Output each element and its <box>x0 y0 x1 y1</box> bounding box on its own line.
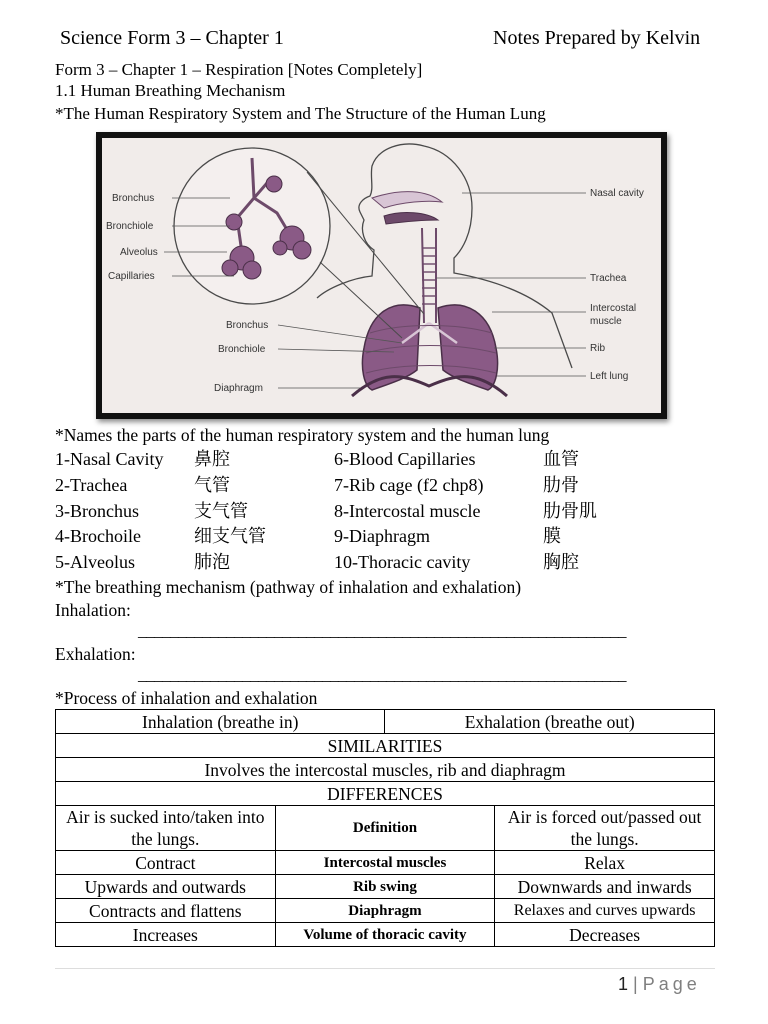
label-left-lung: Left lung <box>590 371 629 382</box>
footer-divider <box>55 968 715 969</box>
label-bronchus-inset: Bronchus <box>112 193 155 204</box>
exhale-cell: Relax <box>495 851 715 875</box>
table-row <box>56 806 715 851</box>
label-bronchiole: Bronchiole <box>218 344 266 355</box>
trachea-rings <box>422 248 436 304</box>
similarity-text: Involves the intercostal muscles, rib and diaphragm <box>56 758 715 782</box>
label-intercostal: Intercostal <box>590 303 637 314</box>
label-trachea: Trachea <box>590 273 627 284</box>
inhalation-label: Inhalation: <box>55 600 131 620</box>
exhale-cell: Downwards and inwards <box>495 875 715 899</box>
figure-heading: *The Human Respiratory System and The Structure of the Human Lung <box>55 104 546 123</box>
col-exhale-header: Exhalation (breathe out) <box>385 710 715 734</box>
page-separator: | <box>633 974 638 994</box>
part-en: 3-Bronchus <box>55 500 139 521</box>
header-left: Science Form 3 – Chapter 1 <box>60 27 284 49</box>
part-en: 10-Thoracic cavity <box>334 552 471 573</box>
part-en: 9-Diaphragm <box>334 526 430 547</box>
key-cell: Volume of thoracic cavity <box>275 923 495 947</box>
table-row <box>56 782 715 806</box>
table-row <box>56 758 715 782</box>
parts-heading: *Names the parts of the human respiratory system and the human lung <box>55 425 550 445</box>
exhalation-label: Exhalation: <box>55 644 136 664</box>
respiratory-diagram <box>102 138 661 413</box>
part-zh: 气管 <box>194 474 230 495</box>
label-muscle: muscle <box>590 316 622 327</box>
chapter-title: Form 3 – Chapter 1 – Respiration [Notes Completely] <box>55 60 423 79</box>
label-alveolus: Alveolus <box>120 247 158 258</box>
inhale-cell: Air is sucked into/taken into the lungs. <box>56 806 276 851</box>
part-zh: 细支气管 <box>194 526 266 547</box>
part-zh: 支气管 <box>194 500 248 521</box>
part-en: 8-Intercostal muscle <box>334 500 481 521</box>
inhale-cell: Contract <box>56 851 276 875</box>
key-cell: Rib swing <box>275 875 495 899</box>
page-footer <box>618 974 701 995</box>
part-zh: 肋骨肌 <box>543 500 597 521</box>
key-cell: Intercostal muscles <box>275 851 495 875</box>
part-zh: 血管 <box>543 449 579 469</box>
label-rib: Rib <box>590 343 606 354</box>
respiratory-system-figure <box>96 132 667 419</box>
process-heading: *Process of inhalation and exhalation <box>55 688 318 708</box>
label-diaphragm: Diaphragm <box>214 383 263 394</box>
page-word: Page <box>642 974 701 994</box>
exhalation-blank[interactable]: _____________________________________________________________ <box>138 665 626 684</box>
part-zh: 胸腔 <box>543 552 579 573</box>
process-table <box>55 709 715 947</box>
key-cell: Diaphragm <box>275 899 495 923</box>
exhale-cell: Relaxes and curves upwards <box>495 899 715 923</box>
table-row <box>56 899 715 923</box>
key-cell: Definition <box>275 806 495 851</box>
part-zh: 膜 <box>543 526 561 547</box>
part-en: 4-Brochoile <box>55 526 141 547</box>
table-row <box>56 851 715 875</box>
part-en: 2-Trachea <box>55 474 128 495</box>
label-bronchiole-inset: Bronchiole <box>106 221 154 232</box>
inhalation-blank[interactable]: _____________________________________________________________ <box>138 621 626 640</box>
part-zh: 肺泡 <box>194 552 230 573</box>
inhale-cell: Increases <box>56 923 276 947</box>
tongue-shape <box>384 213 438 224</box>
exhale-cell: Air is forced out/passed out the lungs. <box>495 806 715 851</box>
label-bronchus: Bronchus <box>226 320 269 331</box>
part-en: 5-Alveolus <box>55 552 135 573</box>
exhale-cell: Decreases <box>495 923 715 947</box>
table-row <box>56 875 715 899</box>
part-zh: 肋骨 <box>543 474 579 495</box>
part-en: 1-Nasal Cavity <box>55 449 164 469</box>
table-row <box>56 923 715 947</box>
page-number: 1 <box>618 974 629 994</box>
part-en: 7-Rib cage (f2 chp8) <box>334 474 484 495</box>
section-title: 1.1 Human Breathing Mechanism <box>55 81 286 100</box>
nasal-cavity-shape <box>372 192 442 208</box>
inset-connector-bottom <box>320 262 402 338</box>
label-nasal-cavity: Nasal cavity <box>590 188 644 199</box>
differences-label: DIFFERENCES <box>56 782 715 806</box>
part-en: 6-Blood Capillaries <box>334 449 476 469</box>
mechanism-heading: *The breathing mechanism (pathway of inhalation and exhalation) <box>55 577 522 597</box>
header-right: Notes Prepared by Kelvin <box>493 27 701 49</box>
inhale-cell: Upwards and outwards <box>56 875 276 899</box>
col-inhale-header: Inhalation (breathe in) <box>56 710 385 734</box>
part-zh: 鼻腔 <box>194 449 230 469</box>
trachea-shape <box>422 228 436 323</box>
inhale-cell: Contracts and flattens <box>56 899 276 923</box>
label-capillaries: Capillaries <box>108 271 155 282</box>
similarities-label: SIMILARITIES <box>56 734 715 758</box>
table-header-row <box>56 710 715 734</box>
table-row <box>56 734 715 758</box>
